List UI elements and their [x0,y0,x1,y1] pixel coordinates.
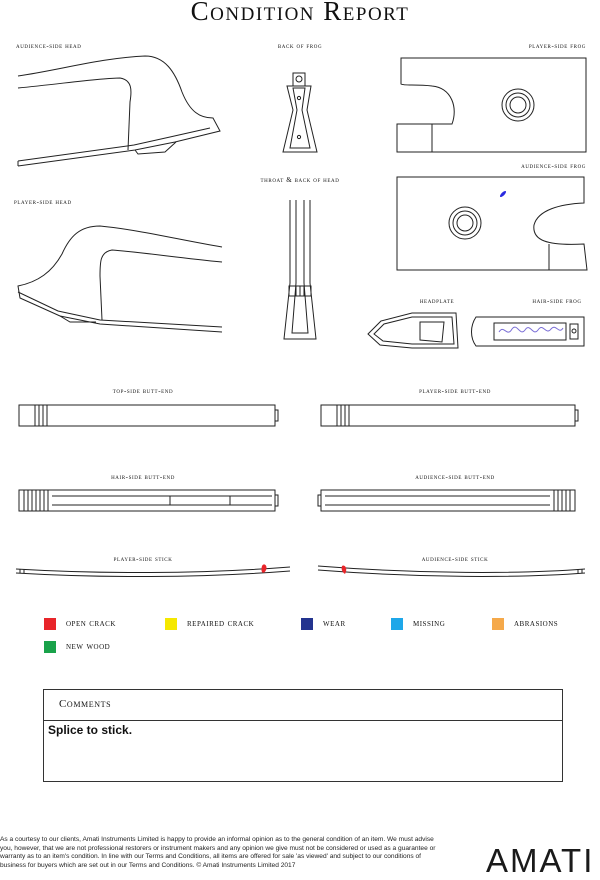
label-audience-side-head: audience-side head [16,42,82,50]
label-throat-back-of-head: throat & back of head [260,176,340,184]
disclaimer-text: As a courtesy to our clients, Amati Instruments Limited is happy to provide an informal opinion as to the general condition of an item. We must advise you, however, that we are not professional restorers or instrument makers and any opinion we give must not be considered or used as a guarantee or warranty as to an item's condition. In line with our Terms and Conditions, all items are offered for sale 'as viewed' and subject to our conditions of business for buyers which are set out in our Terms and Conditions. © Amati Instruments Limited 2017 [0,836,436,870]
amati-logo: AMATI [486,842,595,879]
label-audience-side-frog: audience-side frog [521,162,586,170]
label-audience-side-butt-end: audience-side butt-end [415,473,495,481]
legend-swatch-open-crack [44,618,56,630]
legend-swatch-wear [301,618,313,630]
comments-header [44,690,562,721]
comments-box [43,689,563,782]
legend-label-missing: missing [413,618,446,629]
abrasion-scribble-mark [499,327,563,332]
legend-label-open-crack: open crack [66,618,116,629]
label-player-side-head: player-side head [14,198,72,206]
comments-heading: Comments [59,698,112,710]
label-player-side-frog: player-side frog [528,42,586,50]
label-player-side-butt-end: player-side butt-end [419,387,491,395]
label-hair-side-frog: hair-side frog [532,297,582,305]
legend-label-new-wood: new wood [66,641,111,652]
wear-mark [499,190,507,198]
legend-label-wear: wear [323,618,346,629]
legend-swatch-missing [391,618,403,630]
legend-swatch-abrasions [492,618,504,630]
legend-label-repaired-crack: repaired crack [187,618,255,629]
open-crack-mark-audience-stick [342,566,347,574]
comments-text: Splice to stick. [48,723,133,737]
legend-swatch-repaired-crack [165,618,177,630]
label-headplate: headplate [419,297,455,305]
open-crack-mark-player-stick [261,564,266,572]
label-audience-side-stick: audience-side stick [421,555,489,563]
page-title: Condition Report [190,0,410,26]
legend-label-abrasions: abrasions [514,618,559,629]
label-player-side-stick: player-side stick [113,555,173,563]
label-back-of-frog: back of frog [277,42,323,50]
label-top-side-butt-end: top-side butt-end [112,387,174,395]
label-hair-side-butt-end: hair-side butt-end [111,473,175,481]
legend-swatch-new-wood [44,641,56,653]
